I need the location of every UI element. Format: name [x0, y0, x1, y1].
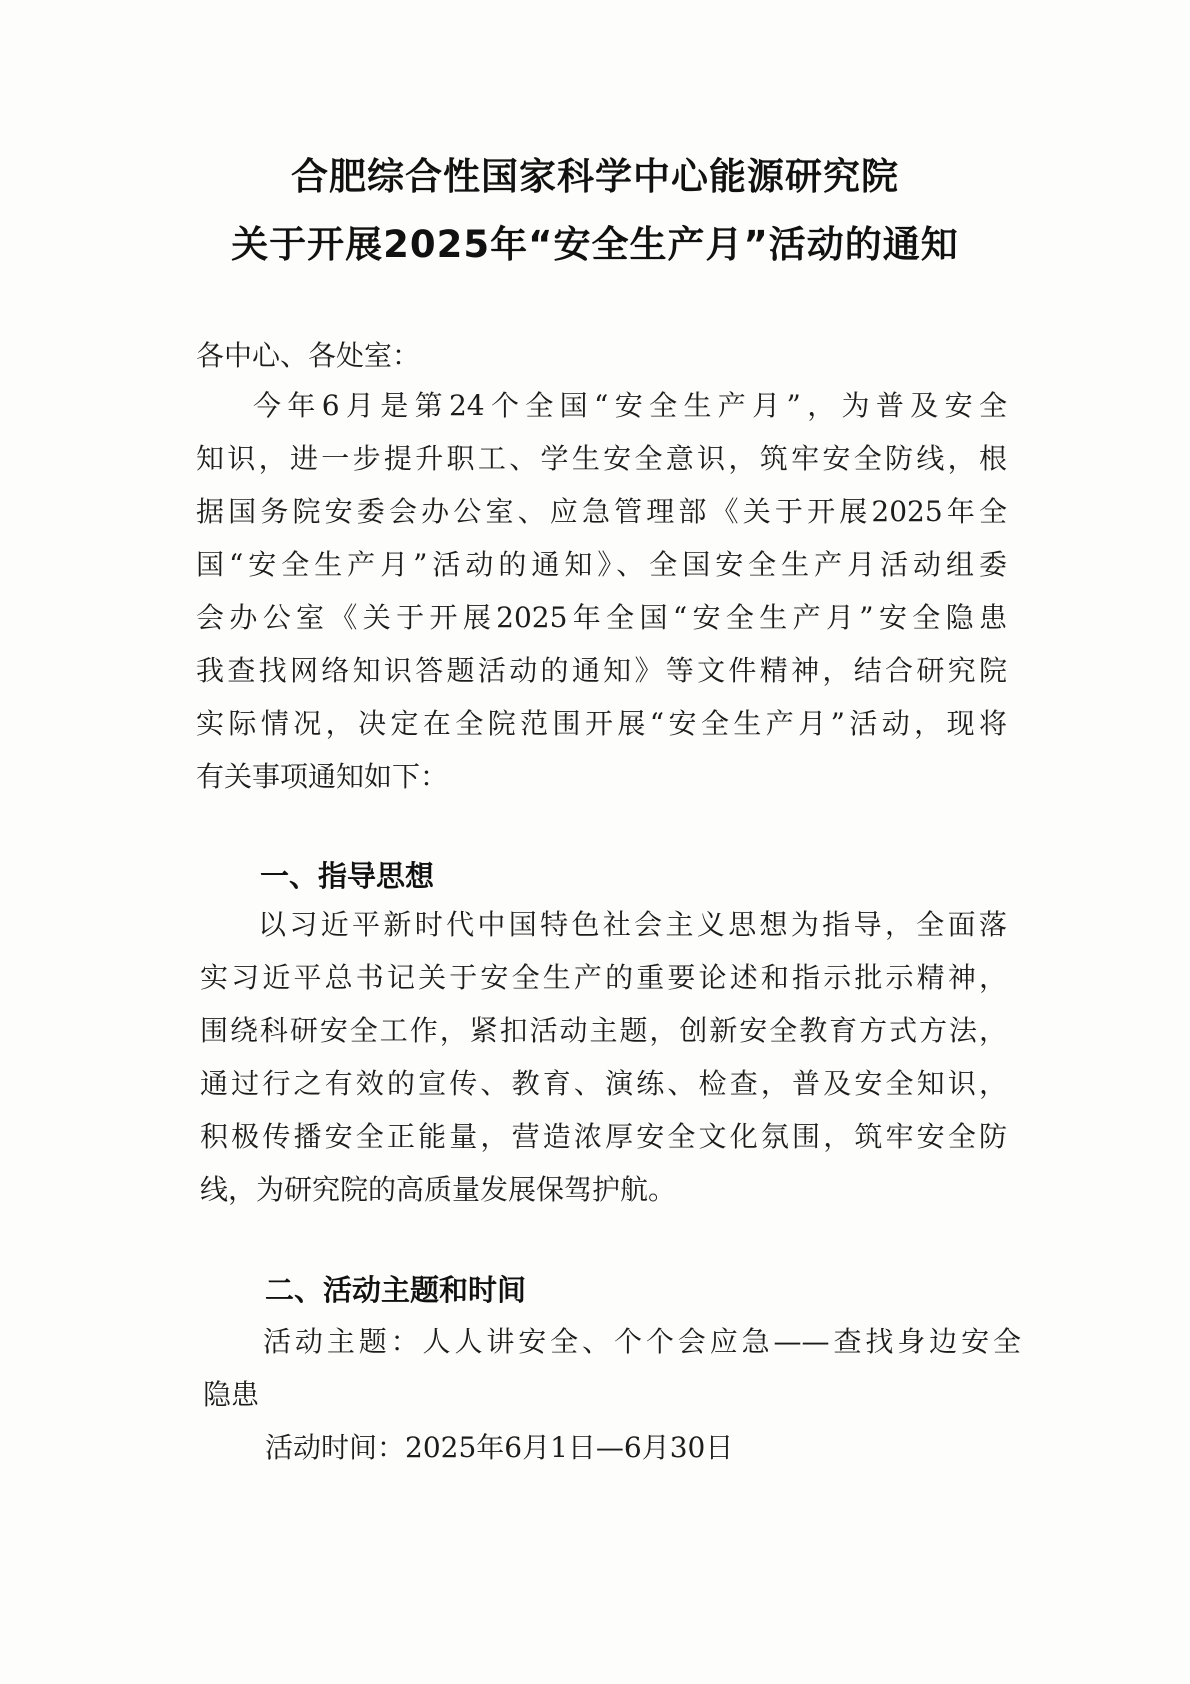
- intro-line: 据国务院安委会办公室、应急管理部《关于开展2025年全: [196, 495, 1007, 528]
- section1-line: 通过行之有效的宣传、教育、演练、检查，普及安全知识，: [200, 1067, 1007, 1100]
- salutation: 各中心、各处室：: [196, 339, 421, 372]
- intro-line: 今年6月是第24个全国“安全生产月”，为普及安全: [253, 389, 1007, 422]
- document-title-line-2: 关于开展2025年“安全生产月”活动的通知: [231, 223, 959, 266]
- section1-line: 线，为研究院的高质量发展保驾护航。: [200, 1173, 677, 1206]
- intro-line: 国“安全生产月”活动的通知》、全国安全生产月活动组委: [196, 548, 1007, 581]
- activity-time: 活动时间：2025年6月1日—6月30日: [265, 1431, 734, 1464]
- theme-line: 活动主题：人人讲安全、个个会应急——查找身边安全: [263, 1325, 1021, 1358]
- intro-line: 知识，进一步提升职工、学生安全意识，筑牢安全防线，根: [196, 442, 1007, 475]
- theme-line-continued: 隐患: [203, 1378, 260, 1411]
- document-title-line-1: 合肥综合性国家科学中心能源研究院: [291, 155, 899, 198]
- section-heading-guiding-thought: 一、指导思想: [260, 859, 435, 893]
- intro-line: 有关事项通知如下：: [196, 760, 449, 793]
- section1-line: 实习近平总书记关于安全生产的重要论述和指示批示精神，: [200, 961, 1007, 994]
- section1-line: 积极传播安全正能量，营造浓厚安全文化氛围，筑牢安全防: [200, 1120, 1007, 1153]
- section1-line: 围绕科研安全工作，紧扣活动主题，创新安全教育方式方法，: [200, 1014, 1007, 1047]
- section1-line: 以习近平新时代中国特色社会主义思想为指导，全面落: [258, 908, 1007, 941]
- intro-line: 实际情况，决定在全院范围开展“安全生产月”活动，现将: [196, 707, 1007, 740]
- intro-line: 我查找网络知识答题活动的通知》等文件精神，结合研究院: [196, 654, 1007, 687]
- intro-line: 会办公室《关于开展2025年全国“安全生产月”安全隐患: [196, 601, 1007, 634]
- section-heading-theme-and-time: 二、活动主题和时间: [265, 1273, 527, 1307]
